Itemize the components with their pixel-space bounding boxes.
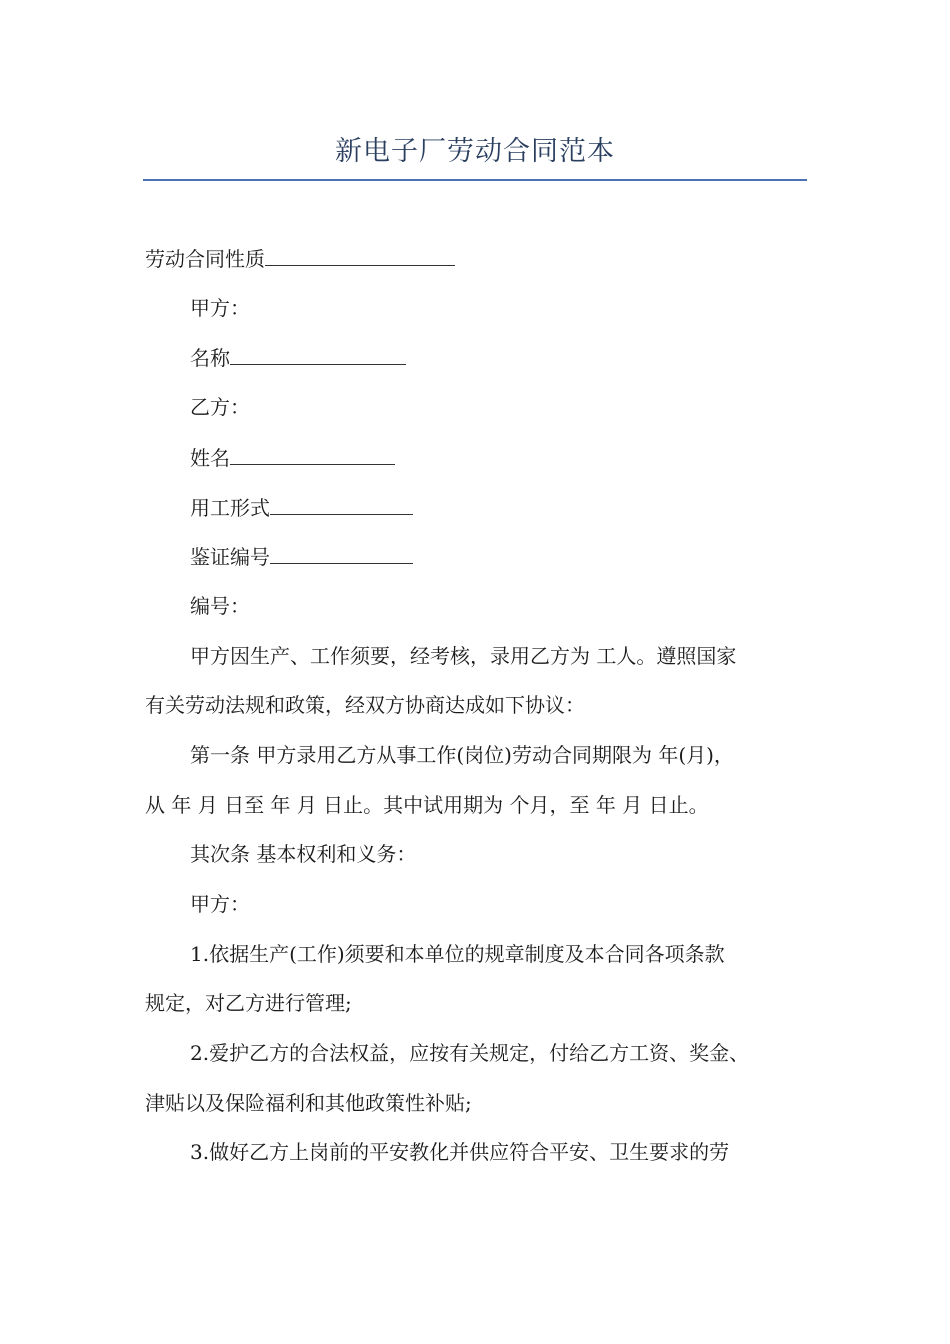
fill-in-blank[interactable] (265, 243, 455, 266)
fill-in-blank[interactable] (230, 442, 395, 465)
fill-in-blank[interactable] (270, 541, 413, 564)
paragraph-line: 3.做好乙方上岗前的平安教化并供应符合平安、卫生要求的劳 (190, 1140, 730, 1164)
field-party-b (190, 392, 870, 422)
document-title: 新电子厂劳动合同范本 (335, 136, 615, 167)
field-label: 名称 (190, 346, 230, 370)
field-label: 姓名 (190, 446, 230, 470)
fill-in-blank[interactable] (230, 342, 406, 365)
field-label: 乙方： (190, 395, 250, 419)
field-label: 甲方： (190, 296, 250, 320)
paragraph-line: 甲方因生产、工作须要，经考核，录用乙方为 工人。遵照国家 (190, 644, 737, 668)
paragraph-line: 津贴以及保险福利和其他政策性补贴; (145, 1091, 472, 1115)
fill-in-blank[interactable] (270, 492, 413, 515)
field-party-a (190, 293, 870, 323)
field-full-name (190, 442, 870, 473)
paragraph-line: 1.依据生产(工作)须要和本单位的规章制度及本合同各项条款 (190, 942, 725, 966)
field-name (190, 342, 870, 373)
field-employment-form (190, 492, 870, 523)
paragraph-line: 其次条 基本权利和义务： (190, 842, 417, 866)
field-contract-nature (145, 243, 825, 274)
field-label: 劳动合同性质 (145, 247, 265, 271)
field-label: 编号： (190, 594, 250, 618)
title-underline (143, 179, 807, 181)
field-certification-no (190, 541, 870, 572)
paragraph-line: 有关劳动法规和政策，经双方协商达成如下协议： (145, 693, 585, 717)
paragraph-line: 从 年 月 日至 年 月 日止。其中试用期为 个月，至 年 月 日止。 (145, 793, 709, 817)
paragraph-line: 规定，对乙方进行管理; (145, 991, 352, 1015)
field-label: 鉴证编号 (190, 545, 270, 569)
field-serial-no (190, 591, 870, 621)
field-label: 用工形式 (190, 496, 270, 520)
paragraph-line: 2.爱护乙方的合法权益，应按有关规定，付给乙方工资、奖金、 (190, 1041, 750, 1065)
paragraph-line: 甲方： (190, 892, 250, 916)
paragraph-line: 第一条 甲方录用乙方从事工作(岗位)劳动合同期限为 年(月)， (190, 743, 734, 767)
